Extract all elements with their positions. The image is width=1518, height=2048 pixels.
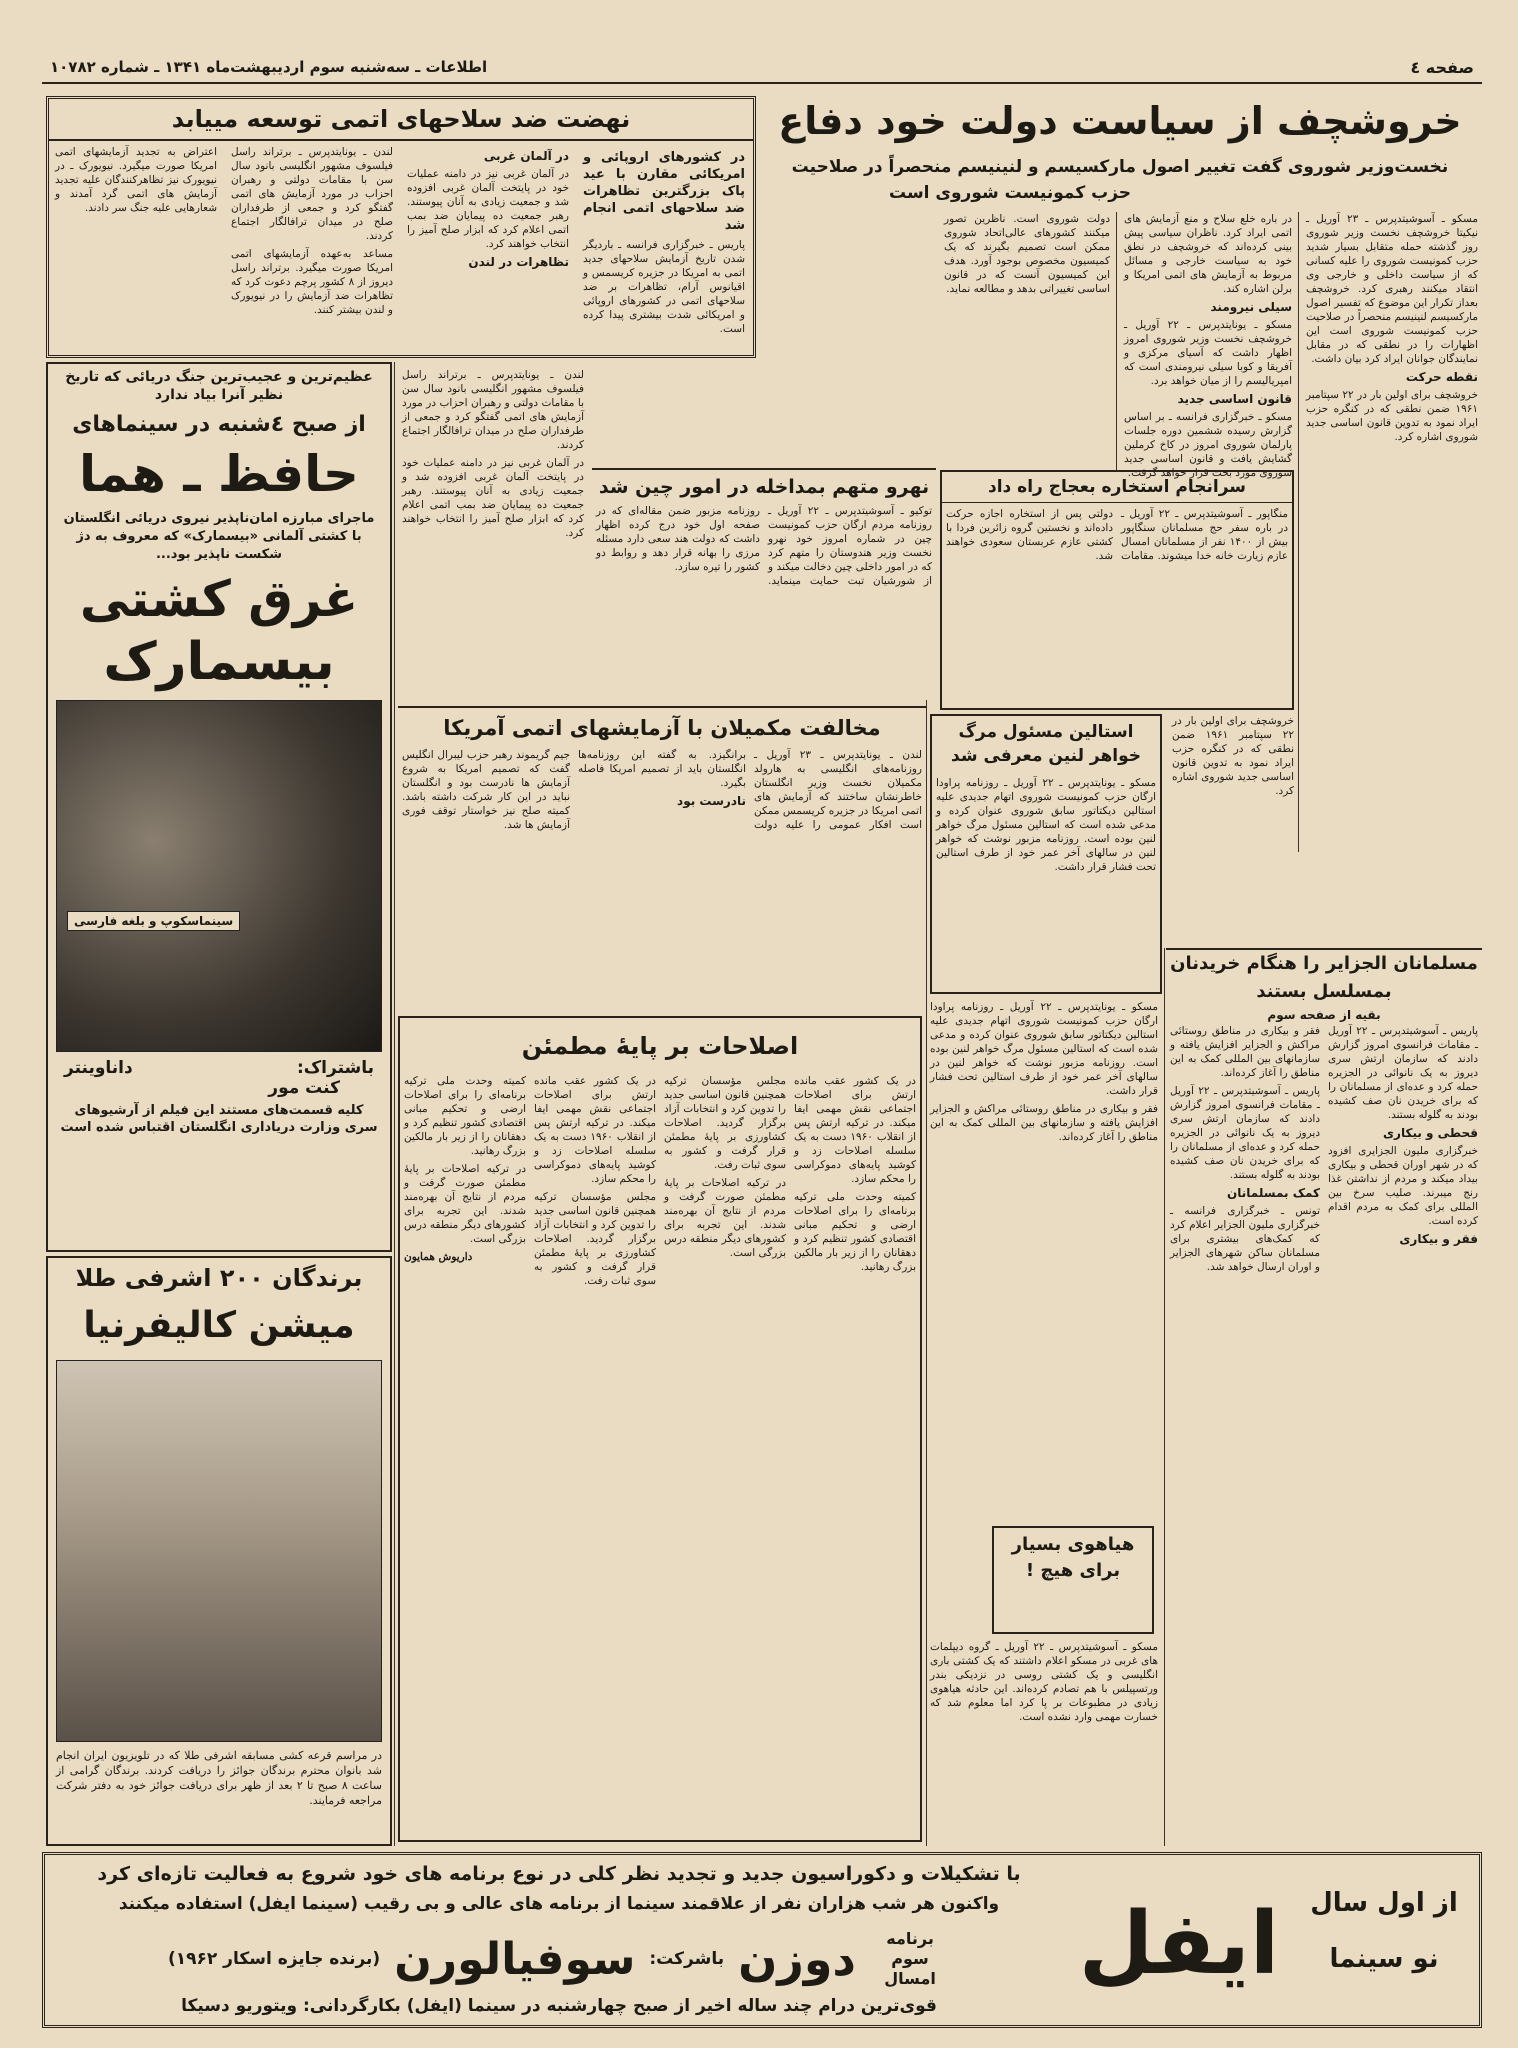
nuclear-headline: نهضت ضد سلاحهای اتمی توسعه مییابد bbox=[49, 99, 753, 141]
lead-continuation bbox=[1168, 714, 1298, 942]
algeria-body1-b: پاریس ـ آسوشیتدپرس ـ ۲۲ آوریل ـ مقامات فرانسوی امروز گزارش دادند که سازمان ارتش سری دیروز به یک نانوائی در الجزیره حمله کرد و عده‌ای از مسلمانان را که برای خریدن نان صف کشیده بودند به گلوله بستند. bbox=[1170, 1085, 1320, 1181]
nehru-body: توکیو ـ آسوشیتدپرس ـ ۲۲ آوریل ـ روزنامه مردم ارگان حزب کمونیست چین در شماره امروز خود نهرو نخست وزیر هندوستان را متهم کرد که در امور داخلی چین دخالت میکند و از شورشیان تبت حمایت مینماید. روزنامه مزبور ضمن مقاله‌ای که در صفحه اول خود درج کرده اظهار داشت که دولت هند سعی دارد مسئله مرزی را بهانه قرار دهد و روابط دو کشور را تیره سازد. bbox=[596, 505, 932, 587]
divider bbox=[394, 362, 395, 1846]
nehru-box bbox=[592, 468, 936, 688]
macmillan-body bbox=[398, 748, 926, 832]
lead-body-mid: در باره خلع سلاح و منع آزمایش های اتمی ایراد کرد. ناظران سیاسی پیش بینی کرده‌اند که خروشچف در نطق خود به سیاست خارجی و مسائل مربوط به آزمایش های اتمی امریکا و برلن اشاره کند. bbox=[1124, 213, 1292, 295]
bismarck-story: ماجرای مبارزه امان‌ناپذیر نیروی دریائی انگلستان با کشتی آلمانی «بیسمارک» که معروف به دژ شکست ناپذیر بود... bbox=[63, 511, 375, 562]
reforms-author: داریوش همایون bbox=[404, 1251, 473, 1263]
bismarck-cast bbox=[48, 1058, 390, 1078]
masthead-strip bbox=[42, 52, 1482, 84]
bismarck-format: سینماسکوپ و بلغه فارسی bbox=[67, 911, 240, 931]
macmillan-sub: نادرست بود bbox=[677, 794, 746, 808]
lead-sub-b: قانون اساسی جدید bbox=[1177, 392, 1292, 406]
bismarck-cinemas: حافظ ـ هما bbox=[79, 445, 359, 503]
algeria-body3: تونس ـ خبرگزاری فرانسه ـ خبرگزاری ملیون الجزایر اعلام کرد که کمک‌های بیشتری برای مسلمانان ساکن شهرهای الجزایر و اوران ارسال خواهد شد. bbox=[1170, 1205, 1320, 1273]
nuclear-body1: پاریس ـ خبرگزاری فرانسه ـ باردیگر شدن تاریخ آزمایش سلاحهای جدید اتمی به امریکا در جزیره کریسمس و اقیانوس آرام، تظاهرات بر ضد سلاحهای اتمی در کشورهای اروپائی و امریکائی شدت بیشتری پیدا کرده است. bbox=[583, 239, 745, 335]
contest-caption: در مراسم قرعه کشی مسابقه اشرفی طلا که در تلویزیون ایران انجام شد بانوان محترم برندگان جوائز را دریافت کردند. برندگان گرامی از ساعت ۸ صبح تا ۲ بعد از ظهر برای دریافت جوائز خود به دفتر شرکت مراجعه فرمایند. bbox=[56, 1749, 382, 1807]
lenin-body-cont: مسکو ـ یونایتدپرس ـ ۲۲ آوریل ـ روزنامه پراودا ارگان حزب کمونیست شوروی اتهام جدیدی علیه استالین دیکتاتور سابق شوروی عنوان کرده و مدعی شده است که استالین مسئول مرگ خواهر لنین بوده است. روزنامه مزبور نوشت که خواهر لنین در سالهای آخر عمر خود از طرف استالین تحت فشار قرار داشت. bbox=[930, 1001, 1159, 1097]
lenin-headline: استالین مسئول مرگ خواهر لنین معرفی شد bbox=[951, 722, 1141, 766]
algeria-body1: پاریس ـ آسوشیتدپرس ـ ۲۲ آوریل ـ مقامات فرانسوی امروز گزارش دادند که سازمان ارتش سری دیروز به یک نانوائی در الجزیره حمله کرد و عده‌ای از مسلمانان را که برای خریدن نان صف کشیده بودند به گلوله بستند. bbox=[1328, 1025, 1478, 1121]
lead-body-right: مسکو ـ آسوشیتدپرس ـ ۲۳ آوریل ـ نیکیتا خروشچف نخست وزیر شوروی روز گذشته حمله متقابل بسیار شدید حزب کمونیست شوروی را علیه کسانی که از سیاست داخلی و خارجی وی انتقاد میکنند رهبری کرد. خروشچف بعداز تکرار این موضوع که تفسیر اصول مارکسیسم لنینیسم منحصراً در صلاحیت حزب کمونیست شوروی است این اظهارات را در نطقی که در مقابل نمایندگان جوانان ایراد کرد بیان داشت. bbox=[1306, 213, 1478, 365]
divider bbox=[1164, 948, 1165, 1846]
nuclear-sub-west: در آلمان غربی bbox=[483, 149, 569, 163]
hajj-box bbox=[940, 470, 1294, 710]
divider bbox=[926, 700, 927, 1846]
algeria-sub2: کمک بمسلمانان bbox=[1227, 1186, 1320, 1200]
macmillan-body1: لندن ـ یونایتدپرس ـ ۲۳ آوریل ـ روزنامه‌های انگلیسی به هارولد مکمیلان نخست وزیر انگلستان خاطرنشان ساختند که آزمایش های اتمی امریکا در جزیره کریسمس ممکن است افکار عمومی را علیه دولت برانگیزد. به گفته این روزنامه‌ها انگلستان باید از تصمیم امریکا فاصله بگیرد. bbox=[578, 749, 922, 831]
hiahoo-box bbox=[992, 1526, 1154, 1634]
eiffel-left-bottom: نو سینما bbox=[1329, 1944, 1439, 1974]
eiffel-brand: ایفل bbox=[1078, 1894, 1280, 1994]
bismarck-title1: غرق کشتی bbox=[79, 570, 359, 628]
lead-subheads bbox=[758, 154, 1482, 208]
hajj-headline: سرانجام استخاره بعجاج راه داد bbox=[942, 472, 1292, 503]
reforms-body1-b: در یک کشور عقب مانده ارتش برای اصلاحات اجتماعی نقش مهمی ایفا میکند. در ترکیه ارتش پس از انقلاب ۱۹۶۰ دست به یک سلسله اصلاحات زد و کوشید پایه‌های دموکراسی را محکم سازد. bbox=[534, 1075, 657, 1185]
eiffel-ad bbox=[42, 1852, 1482, 2028]
lead-sub2: حزب کمونیست شوروی است bbox=[888, 183, 1132, 203]
nuclear-col-3 bbox=[227, 145, 397, 355]
reforms-body1: در یک کشور عقب مانده ارتش برای اصلاحات اجتماعی نقش مهمی ایفا میکند. در ترکیه ارتش پس از انقلاب ۱۹۶۰ دست به یک سلسله اصلاحات زد و کوشید پایه‌های دموکراسی را محکم سازد. bbox=[794, 1075, 917, 1185]
macmillan-box bbox=[398, 706, 926, 1012]
nuclear-box bbox=[46, 96, 756, 358]
eiffel-line2: واکنون هر شب هزاران نفر از علاقمند سینما از برنامه های عالی و بی رقیب (سینما ایفل) استفاده میکنند bbox=[118, 1894, 1000, 1914]
lead-sub-c: نقطه حرکت bbox=[1405, 370, 1478, 384]
lead-body-d-cont: خروشچف برای اولین بار در ۲۲ سپتامبر ۱۹۶۱ ضمن نطقی که در کنگره حزب ایراد نمود به تدوین قانون اساسی جدید شوروی اشاره کرد. bbox=[1172, 715, 1294, 797]
eiffel-film: دوزن bbox=[738, 1932, 857, 1986]
bismarck-poster-image bbox=[56, 700, 382, 1052]
lead-col-3 bbox=[940, 212, 1114, 472]
reforms-body bbox=[400, 1074, 920, 1814]
hiahoo-headline: هیاهوی بسیار برای هیچ ! bbox=[1011, 1534, 1135, 1581]
reforms-body4: در ترکیه اصلاحات بر پایهٔ مطمئن صورت گرفت و مردم از نتایج آن بهره‌مند شدند. این تجربه برای کشورهای دیگر منطقه درس بزرگی است. bbox=[664, 1177, 786, 1259]
nuclear-col-1 bbox=[579, 145, 749, 355]
reforms-body2-b: کمیته وحدت ملی ترکیه برنامه‌ای را برای اصلاحات ارضی و تحکیم مبانی اقتصادی کشور تنظیم کرد و دهقانان را از زیر بار مالکین بزرگ رهانید. bbox=[404, 1075, 526, 1157]
reforms-headline: اصلاحات بر پایهٔ مطمئن bbox=[521, 1032, 799, 1060]
nuclear-sub-london: تظاهرات در لندن bbox=[468, 255, 569, 269]
bismarck-when: از صبح ٤شنبه در سینماهای bbox=[72, 412, 366, 437]
nehru-headline: نهرو متهم بمداخله در امور چین شد bbox=[598, 476, 930, 498]
oil-sub: فقر و بیکاری bbox=[1399, 1232, 1478, 1246]
nuclear-body3-cont: لندن ـ یونایتدپرس ـ برتراند راسل فیلسوف مشهور انگلیسی بانود سال سن با مقامات دولتی و رهبران احزاب در مورد آزمایش های اتمی گفتگو کرد و جمعی از طرفداران صلح در میدان ترافالگار اجتماع کردند. bbox=[402, 369, 584, 451]
contest-box bbox=[46, 1256, 392, 1846]
reforms-body2: کمیته وحدت ملی ترکیه برنامه‌ای را برای اصلاحات ارضی و تحکیم مبانی اقتصادی کشور تنظیم کرد و دهقانان را از زیر بار مالکین بزرگ رهانید. bbox=[794, 1191, 916, 1273]
algeria-sub1: قحطی و بیکاری bbox=[1383, 1126, 1478, 1140]
lenin-body: مسکو ـ یونایتدپرس ـ ۲۲ آوریل ـ روزنامه پراودا ارگان حزب کمونیست شوروی اتهام جدیدی علیه استالین دیکتاتور سابق شوروی عنوان کرده و مدعی شده است که استالین مسئول مرگ خواهر لنین بوده است. روزنامه مزبور نوشت که خواهر لنین در سالهای آخر عمر خود از طرف استالین تحت فشار قرار داشت. bbox=[936, 777, 1157, 873]
nuclear-continuation bbox=[398, 368, 588, 698]
lead-col-1 bbox=[1302, 212, 1482, 852]
reforms-body3: مجلس مؤسسان ترکیه همچنین قانون اساسی جدید را تدوین کرد و انتخابات آزاد برگزار گردید. اصلاحات کشاورزی بر پایهٔ مطمئن قرار گرفت و کشور به سوی ثبات رفت. bbox=[664, 1075, 786, 1171]
bismarck-actor2: داناوینتر bbox=[64, 1058, 133, 1078]
lead-body-c: دولت شوروی است. ناظرین تصور میکنند کشورهای عالی‌اتحاد شوروی ممکن است تصمیم بگیرند که یک کمیسیون مخصوص بوجود آورد. هدف این کمیسیون آنست که در قانون اساسی تغییراتی بدهد و مطالعه نماید. bbox=[944, 213, 1110, 295]
lenin-continued bbox=[926, 1000, 1162, 1520]
hiahoo-body bbox=[926, 1640, 1162, 1724]
divider bbox=[1298, 212, 1299, 852]
lead-sub1: نخست‌وزیر شوروی گفت تغییر اصول مارکسیسم و لنینیسم منحصراً در صلاحیت bbox=[791, 157, 1449, 177]
algeria-continued: بقیه از صفحه سوم bbox=[1267, 1008, 1381, 1022]
divider bbox=[1116, 212, 1117, 472]
reforms-body4-b: در ترکیه اصلاحات بر پایهٔ مطمئن صورت گرفت و مردم از نتایج آن بهره‌مند شدند. این تجربه برای کشورهای دیگر منطقه درس بزرگی است. bbox=[404, 1163, 526, 1245]
nuclear-body2: در آلمان غربی نیز در دامنه عملیات خود در پایتخت آلمان غربی افزوده شد و جمعیت زیادی به آنان پیوستند. رهبر جمعیت ده پیمایان ضد بمب اتمی اعلام کرد که ابزار صلح آمیز را انتخاب خواهند کرد. bbox=[407, 168, 569, 250]
nuclear-body5: اعتراض به تجدید آزمایشهای اتمی امریکا صورت میگیرد. نیویورک ـ در نیویورک نیز تظاهرکنندگان علیه تجدید آزمایش های اتمی گرد آمدند و شعارهایی علیه جنگ سر دادند. bbox=[55, 146, 217, 214]
nuclear-body3: لندن ـ یونایتدپرس ـ برتراند راسل فیلسوف مشهور انگلیسی بانود سال سن با مقامات دولتی و رهبران احزاب در مورد آزمایش های اتمی گفتگو کرد و جمعی از طرفداران صلح در میدان ترافالگار اجتماع کردند. bbox=[231, 146, 393, 242]
algeria-body bbox=[1166, 1024, 1482, 1834]
eiffel-award: (برنده جایزه اسکار ۱۹۶۲) bbox=[167, 1949, 381, 1969]
nuclear-col-4 bbox=[51, 145, 221, 355]
algeria-box bbox=[1166, 948, 1482, 1842]
nuclear-side-head: در کشورهای اروپائی و امریکائی مقارن با عید پاک بزرگترین تظاهرات ضد سلاحهای اتمی انجام شد bbox=[583, 150, 745, 233]
eiffel-left-top: از اول سال bbox=[1310, 1888, 1458, 1918]
lead-sub-a: سیلی نیرومند bbox=[1210, 300, 1292, 314]
contest-line2: میشن کالیفرنیا bbox=[83, 1305, 355, 1346]
bismarck-title2: بیسمارک bbox=[103, 632, 335, 692]
lead-body-a: مسکو ـ یونایتدپرس ـ ۲۲ آوریل ـ خروشچف نخست وزیر شوروی امروز اظهار داشت که آسیای مرکزی و آفریقا و کوبا سیلی نیرومندی است که امپریالیسم را از میان خواهد برد. bbox=[1124, 319, 1292, 387]
algeria-body2: خبرگزاری ملیون الجزایری افزود که در شهر اوران قحطی و بیکاری بیداد میکند و مردم از نداشتن غذا رنج میبرند. صلیب سرخ بین المللی برای کمک به مردم اقدام کرده است. bbox=[1328, 1145, 1478, 1227]
middle-column bbox=[926, 1000, 1162, 1840]
lead-headline: خروشچف از سیاست دولت خود دفاع bbox=[778, 99, 1462, 143]
bismarck-actor1: کنت مور bbox=[268, 1078, 340, 1098]
eiffel-new-year bbox=[1299, 1875, 1469, 2005]
eiffel-program-label: برنامه سوم امسال bbox=[884, 1929, 936, 1988]
oil-body2: فقر و بیکاری در مناطق روستائی مراکش و الجزایر افزایش یافته و سازمانهای بین المللی کمک به این مناطق را آغاز کرده‌اند. bbox=[1170, 1025, 1320, 1079]
macmillan-body2: جیم گریموند رهبر حزب لیبرال انگلیس گفت که تصمیم امریکا به شروع آزمایش ها نادرست بود و انگلستان نباید در این کار شرکت داشته باشد. کمیته صلح نیز خواستار توقف فوری آزمایش ها شد. bbox=[402, 749, 570, 831]
reforms-box bbox=[398, 1016, 922, 1842]
eiffel-with: باشرکت: bbox=[649, 1949, 725, 1969]
eiffel-bottom: قوی‌ترین درام چند ساله اخیر از صبح چهارشنبه در سینما (ایفل) بکارگردانی: ویتوریو دسیکا bbox=[181, 1996, 937, 2016]
page-label: صفحه ٤ bbox=[1410, 57, 1474, 77]
reforms-body3-b: مجلس مؤسسان ترکیه همچنین قانون اساسی جدید را تدوین کرد و انتخابات آزاد برگزار گردید. اصلاحات کشاورزی بر پایهٔ مطمئن قرار گرفت و کشور به سوی ثبات رفت. bbox=[534, 1191, 656, 1287]
lead-body-b: مسکو ـ خبرگزاری فرانسه ـ بر اساس گزارش رسیده ششمین دوره جلسات پارلمان شوروی امروز در کاخ کرملین گشایش یافت و قانون اساسی جدید شوروی مورد بحث قرار خواهد گرفت. bbox=[1124, 411, 1292, 479]
hajj-body: منگاپور ـ آسوشیتدپرس ـ ۲۲ آوریل ـ در باره سفر حج مسلمانان سنگاپور بیش از ۱۴۰۰ نفر از مسلمانان امسال عازم زیارت خانه خدا میشوند. مقامات دولتی پس از استخاره اجازه حرکت داده‌اند و نخستین گروه زائرین فردا با کشتی عازم عربستان سعودی خواهند شد. bbox=[946, 508, 1289, 562]
bismarck-top: عظیم‌ترین و عجیب‌ترین جنگ دریائی که تاریخ نظیر آنرا بیاد ندارد bbox=[65, 369, 373, 403]
masthead: اطلاعات ـ سه‌شنبه سوم اردیبهشت‌ماه ۱۳۴۱ ـ شماره ۱۰۷۸۲ bbox=[50, 58, 488, 76]
lead-body-d: خروشچف برای اولین بار در ۲۲ سپتامبر ۱۹۶۱ ضمن نطقی که در کنگره حزب ایراد نمود به تدوین قانون اساسی جدید شوروی اشاره کرد. bbox=[1306, 389, 1478, 443]
bismarck-ad bbox=[46, 362, 392, 1252]
eiffel-program bbox=[59, 1929, 1059, 1989]
nuclear-col-2 bbox=[403, 145, 573, 355]
oil-body2-a: فقر و بیکاری در مناطق روستائی مراکش و الجزایر افزایش یافته و سازمانهای بین المللی کمک به این مناطق را آغاز کرده‌اند. bbox=[930, 1103, 1158, 1143]
algeria-headline: مسلمانان الجزایر را هنگام خریدنان بمسلسل بستند bbox=[1170, 953, 1478, 1002]
bismarck-cast-label: باشتراک: bbox=[296, 1058, 374, 1078]
eiffel-star: سوفیالورن bbox=[394, 1933, 636, 1985]
lead-headline-box bbox=[758, 92, 1482, 152]
nuclear-body4: مساعد به‌عهده آزمایشهای اتمی امریکا صورت میگیرد. برتراند راسل دیروز از ۸ کشور پرچم دعوت کرد که تظاهرات ضد آزمایش را در نیویورک و لندن بیشتر کنند. bbox=[231, 248, 394, 316]
hiahoo-body-text: مسکو ـ آسوشیتدپرس ـ ۲۲ آوریل ـ گروه دیپلمات های غربی در مسکو اعلام داشتند که یک کشتی باری انگلیسی و یک کشتی روسی در نزدیکی بندر ورتسپیلس با هم تصادم کرده‌اند. این حادثه هیاهوی زیادی در مطبوعات بر پا کرد اما معلوم شد که خسارت مهمی وارد نشده است. bbox=[930, 1641, 1158, 1723]
eiffel-line1: با تشکیلات و دکوراسیون جدید و تجدید نظر کلی در نوع برنامه های خود شروع به فعالیت تازه‌ای کرد bbox=[97, 1863, 1021, 1885]
nuclear-body2-cont: در آلمان غربی نیز در دامنه عملیات خود در پایتخت آلمان غربی افزوده شد و جمعیت زیادی به آنان پیوستند. رهبر جمعیت ده پیمایان ضد بمب اتمی اعلام کرد که ابزار صلح آمیز را انتخاب خواهند کرد. bbox=[402, 457, 584, 539]
macmillan-headline: مخالفت مکمیلان با آزمایشهای اتمی آمریکا bbox=[443, 716, 881, 740]
lenin-box bbox=[930, 714, 1162, 994]
bismarck-note: کلیه قسمت‌های مستند این فیلم از آرشیوهای سری وزارت دریاداری انگلستان اقتباس شده است bbox=[60, 1103, 378, 1135]
contest-photo bbox=[56, 1360, 382, 1742]
contest-line1: برندگان ۲۰۰ اشرفی طلا bbox=[75, 1264, 363, 1292]
